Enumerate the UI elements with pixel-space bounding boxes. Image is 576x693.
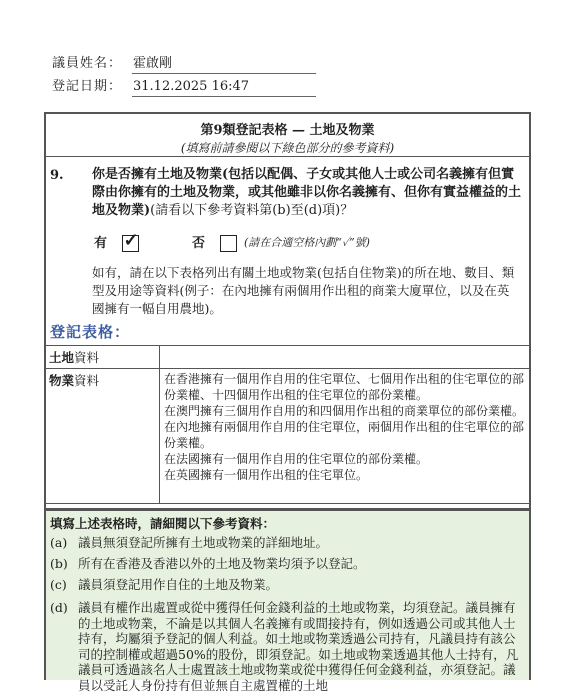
property-line: 在內地擁有兩個用作自用的住宅單位，兩個用作出租的住宅單位的部份業權。 xyxy=(164,420,525,450)
no-label: 否 xyxy=(192,236,206,251)
registration-date-row xyxy=(52,78,250,96)
property-line: 在澳門擁有三個用作自用的和四個用作出租的商業單位的部份業權。 xyxy=(164,404,525,418)
table-row xyxy=(45,346,531,369)
reference-item: (d) 議員有權作出處置或從中獲得任何金錢利益的土地或物業，均須登記。議員擁有的土地或物業，不論是以其個人名義擁有或間接持有，例如透過公司或其他人士持有，均屬須予登記的個人利益。如土地或物業透過公司持有，凡議員持有該公司的控制權或超過50%的股份，即須登記。如土地或物業透過其他人士持有，凡議員可透過該名人士處置該土地或物業或從中獲得任何金錢利益，亦須登記。議員以受託人身份持有但並無自主處置權的土地 xyxy=(50,600,519,693)
registration-date-value: 31.12.2025 16:47 xyxy=(132,78,316,97)
section-title-box xyxy=(46,114,529,157)
property-line: 在香港擁有一個用作自用的住宅單位、七個用作出租的住宅單位的部份業權、十四個用作出租的住宅單位的部份業權。 xyxy=(164,372,525,402)
reference-item: (c) 議員須登記用作自住的土地及物業。 xyxy=(50,577,279,592)
no-option xyxy=(192,232,237,252)
reference-heading: 填寫上述表格時，請細閱以下參考資料： xyxy=(50,516,276,531)
yes-option xyxy=(94,232,139,252)
member-name-label: 議員姓名： xyxy=(52,56,123,71)
property-value xyxy=(160,369,531,504)
form-section-title: 登記表格： xyxy=(50,323,131,341)
member-name-row xyxy=(52,55,173,73)
no-checkbox[interactable] xyxy=(220,235,237,252)
question-text xyxy=(92,166,524,220)
registration-table xyxy=(44,345,531,504)
question-number: 9. xyxy=(50,168,64,183)
reference-item: (a) 議員無須登記所擁有土地或物業的詳細地址。 xyxy=(50,535,329,550)
land-value xyxy=(160,346,531,369)
property-line: 在英國擁有一個用作出租的住宅單位。 xyxy=(164,468,369,482)
property-label: 物業資料 xyxy=(45,369,160,504)
land-label: 土地資料 xyxy=(45,346,160,369)
question-text-bold: 你是否擁有土地及物業(包括以配偶、子女或其他人士或公司名義擁有但實際由你擁有的土地及物業，或其他雖非以你名義擁有、但你有實益權益的土地及物業) xyxy=(92,167,522,218)
table-row xyxy=(45,369,531,504)
check-instruction: (請在合適空格內劃“✓”號) xyxy=(244,236,370,249)
registration-date-label: 登記日期： xyxy=(52,79,123,94)
property-line: 在法國擁有一個用作自用的住宅單位的部份業權。 xyxy=(164,452,429,466)
checkmark-icon: ✓ xyxy=(123,230,139,251)
instruction-paragraph: 如有，請在以下表格列出有關土地或物業(包括自住物業)的所在地、數目、類型及用途等資料(例子：在內地擁有兩個用作出租的商業大廈單位，以及在英國擁有一幅自用農地)。 xyxy=(92,265,515,316)
yes-label: 有 xyxy=(94,236,108,251)
question-text-normal: (請看以下參考資料第(b)至(d)項)？ xyxy=(150,203,354,218)
section-title: 第9類登記表格 — 土地及物業 xyxy=(200,123,375,138)
member-name-value: 霍啟剛 xyxy=(132,55,316,74)
reference-item: (b) 所有在香港及香港以外的土地及物業均須予以登記。 xyxy=(50,556,366,571)
yes-checkbox[interactable] xyxy=(122,230,139,252)
section-subtitle: (填寫前請參閱以下綠色部分的參考資料) xyxy=(180,141,395,155)
